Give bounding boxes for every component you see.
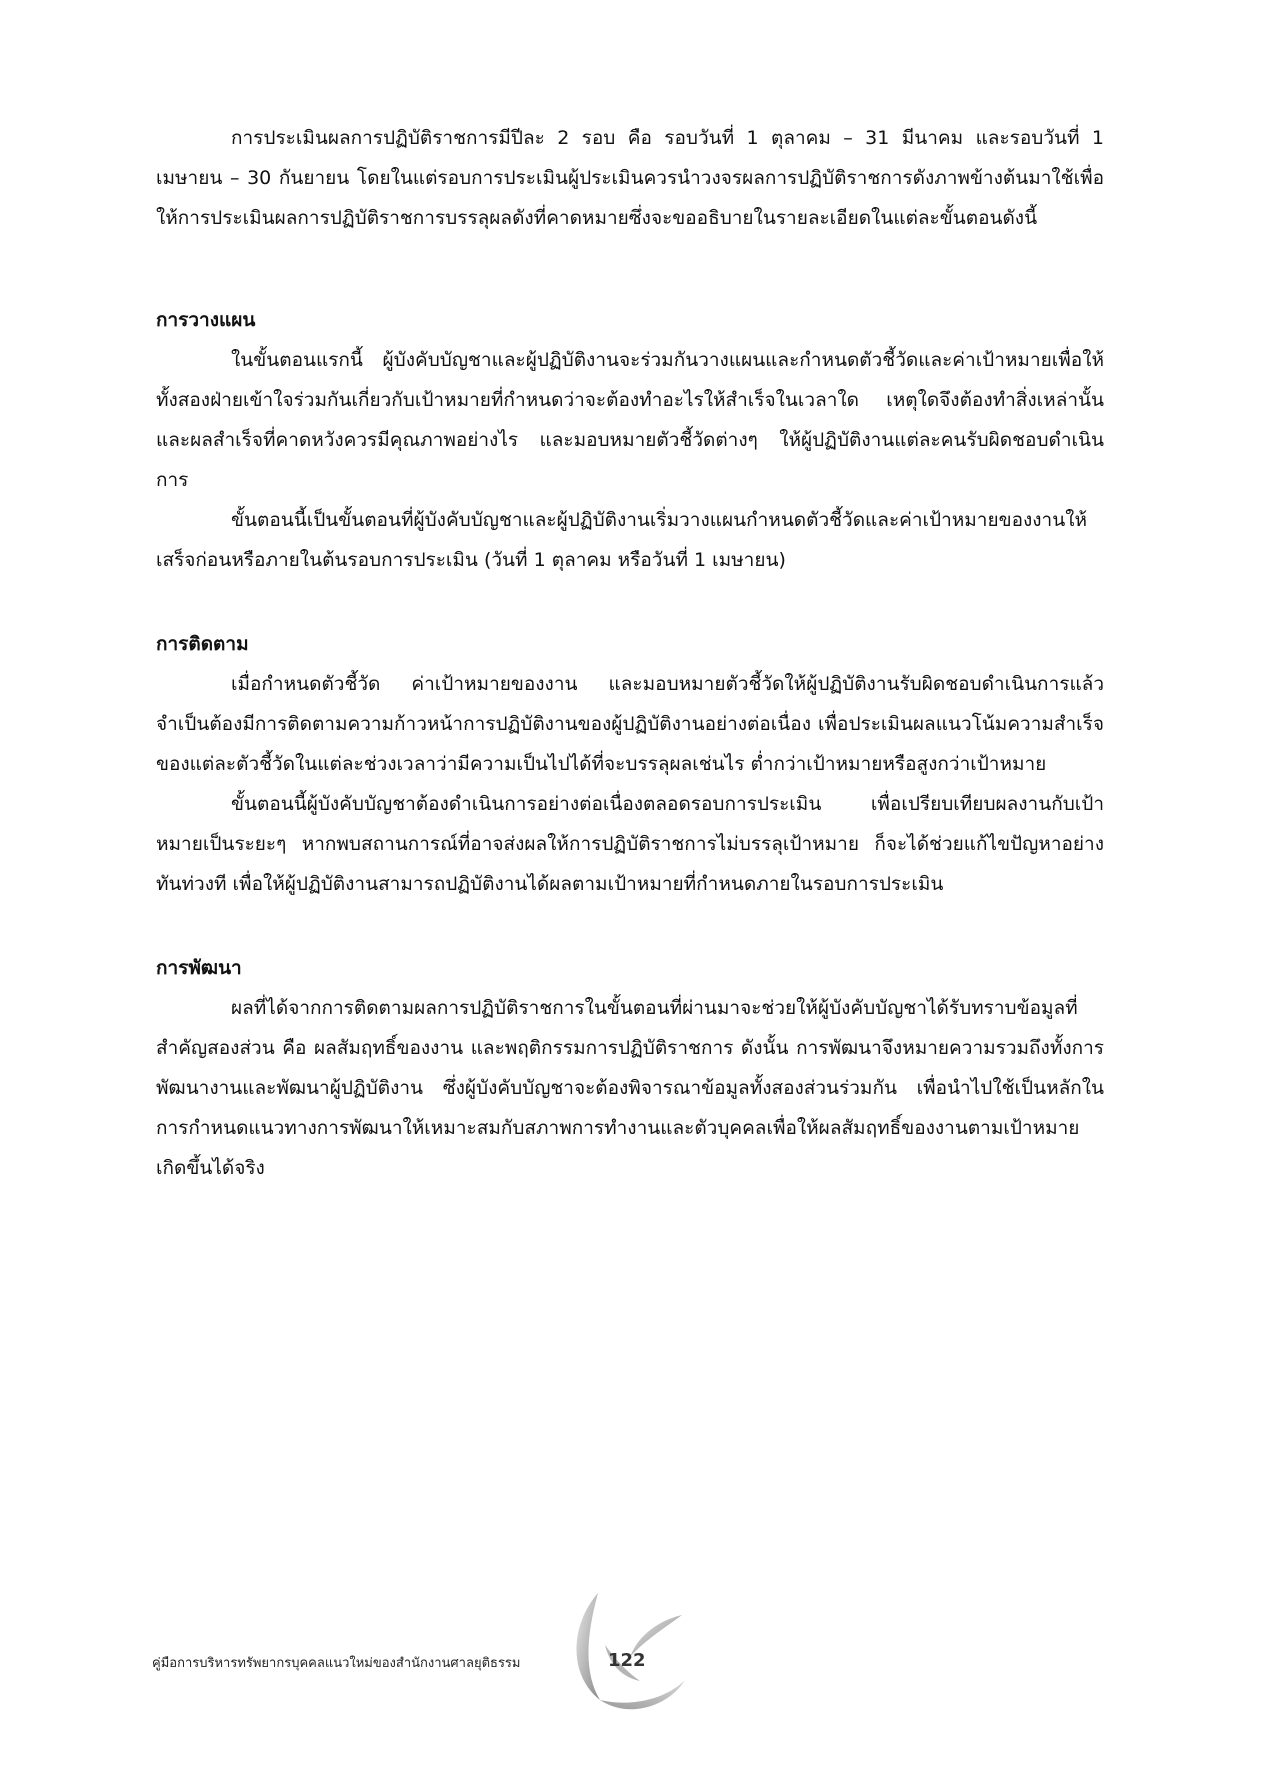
- spacer: [156, 238, 1104, 300]
- section-development: [156, 948, 1104, 1188]
- section-paragraph: ขั้นตอนนี้เป็นขั้นตอนที่ผู้บังคับบัญชาและผู้ปฏิบัติงานเริ่มวางแผนกำหนดตัวชี้วัดและค่าเป้าหมายของงานให้เสร็จก่อนหรือภายในต้นรอบการประเมิน (วันที่ 1 ตุลาคม หรือวันที่ 1 เมษายน): [156, 509, 1088, 571]
- section-paragraph: ในขั้นตอนแรกนี้ ผู้บังคับบัญชาและผู้ปฏิบัติงานจะร่วมกันวางแผนและกำหนดตัวชี้วัดและค่าเป้าหมายเพื่อให้ทั้งสองฝ่ายเข้าใจร่วมกันเกี่ยวกับเป้าหมายที่กำหนดว่าจะต้องทำอะไรให้สำเร็จในเวลาใด เหตุใดจึงต้องทำสิ่งเหล่านั้น และผลสำเร็จที่คาดหวังควรมีคุณภาพอย่างไร และมอบหมายตัวชี้วัดต่างๆ ให้ผู้ปฏิบัติงานแต่ละคนรับผิดชอบดำเนินการ: [156, 349, 1104, 491]
- section-heading: การวางแผน: [156, 309, 256, 331]
- intro-paragraph: การประเมินผลการปฏิบัติราชการมีปีละ 2 รอบ คือ รอบวันที่ 1 ตุลาคม – 31 มีนาคม และรอบวันที่ 1 เมษายน – 30 กันยายน โดยในแต่รอบการประเมินผู้ประเมินควรนำวงจรผลการปฏิบัติราชการดังภาพข้างต้นมาใช้เพื่อให้การประเมินผลการปฏิบัติราชการบรรลุผลดังที่คาดหมายซึ่งจะขออธิบายในรายละเอียดในแต่ละขั้นตอนดังนี้: [156, 127, 1104, 229]
- section-monitoring: [156, 624, 1104, 904]
- section-paragraph: ผลที่ได้จากการติดตามผลการปฏิบัติราชการในขั้นตอนที่ผ่านมาจะช่วยให้ผู้บังคับบัญชาได้รับทราบข้อมูลที่สำคัญสองส่วน คือ ผลสัมฤทธิ์ของงาน และพฤติกรรมการปฏิบัติราชการ ดังนั้น การพัฒนาจึงหมายความรวมถึงทั้งการพัฒนางานและพัฒนาผู้ปฏิบัติงาน ซึ่งผู้บังคับบัญชาจะต้องพิจารณาข้อมูลทั้งสองส่วนร่วมกัน เพื่อนำไปใช้เป็นหลักในการกำหนดแนวทางการพัฒนาให้เหมาะสมกับสภาพการทำงานและตัวบุคคลเพื่อให้ผลสัมฤทธิ์ของงานตามเป้าหมายเกิดขึ้นได้จริง: [156, 997, 1104, 1179]
- page-number: 122: [608, 1650, 646, 1671]
- footer-title: คู่มือการบริหารทรัพยากรบุคคลแนวใหม่ของสำนักงานศาลยุติธรรม: [152, 1656, 521, 1671]
- section-paragraph: เมื่อกำหนดตัวชี้วัด ค่าเป้าหมายของงาน และมอบหมายตัวชี้วัดให้ผู้ปฏิบัติงานรับผิดชอบดำเนินการแล้ว จำเป็นต้องมีการติดตามความก้าวหน้าการปฏิบัติงานของผู้ปฏิบัติงานอย่างต่อเนื่อง เพื่อประเมินผลแนวโน้มความสำเร็จของแต่ละตัวชี้วัดในแต่ละช่วงเวลาว่ามีความเป็นไปได้ที่จะบรรลุผลเช่นไร ต่ำกว่าเป้าหมายหรือสูงกว่าเป้าหมาย: [156, 673, 1104, 775]
- section-heading: การติดตาม: [156, 633, 249, 655]
- spacer: [156, 580, 1104, 624]
- spacer: [156, 904, 1104, 948]
- document-body: [156, 118, 1104, 1188]
- section-paragraph: ขั้นตอนนี้ผู้บังคับบัญชาต้องดำเนินการอย่างต่อเนื่องตลอดรอบการประเมิน เพื่อเปรียบเทียบผลงานกับเป้าหมายเป็นระยะๆ หากพบสถานการณ์ที่อาจส่งผลให้การปฏิบัติราชการไม่บรรลุเป้าหมาย ก็จะได้ช่วยแก้ไขปัญหาอย่างทันท่วงที เพื่อให้ผู้ปฏิบัติงานสามารถปฏิบัติงานได้ผลตามเป้าหมายที่กำหนดภายในรอบการประเมิน: [156, 793, 1104, 895]
- section-heading: การพัฒนา: [156, 957, 242, 979]
- section-planning: [156, 300, 1104, 580]
